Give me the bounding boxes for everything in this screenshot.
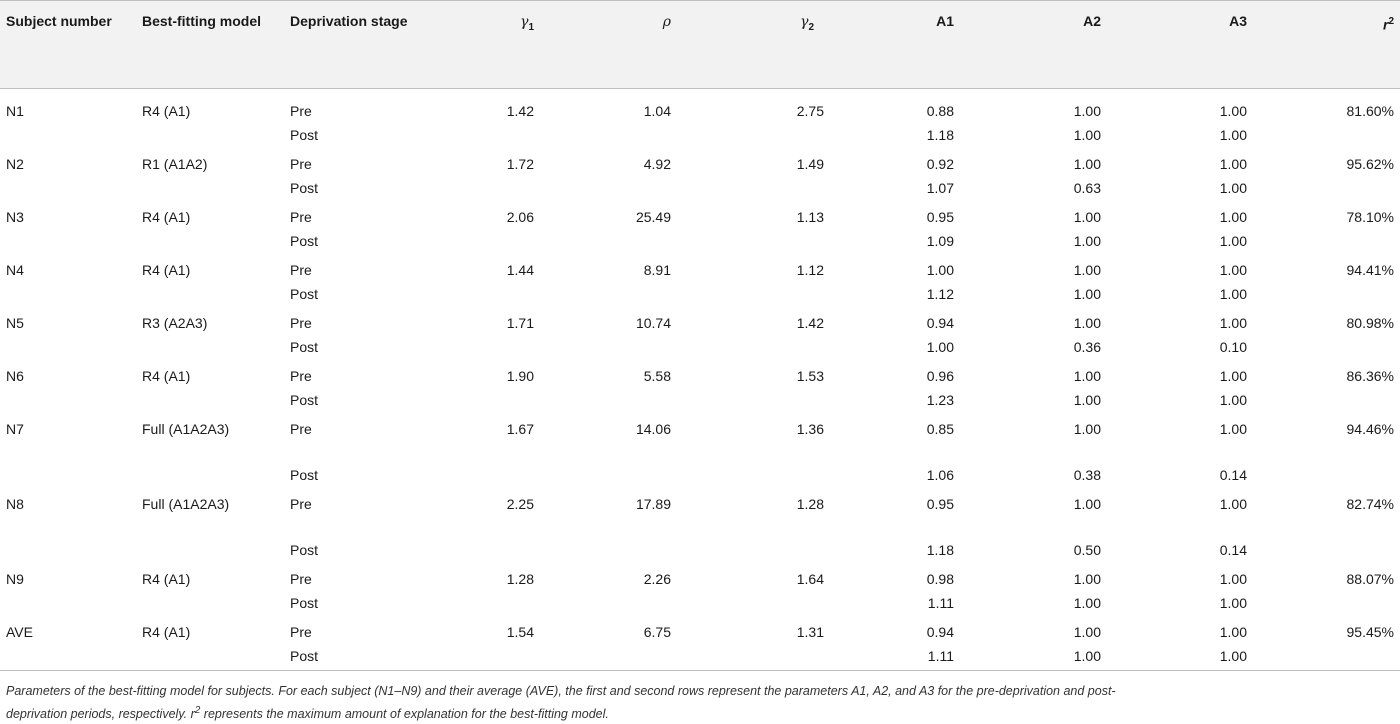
table-row-pre xyxy=(0,415,1400,463)
a2-cell: 1.00 xyxy=(1073,314,1101,331)
subject-cell: N1 xyxy=(6,103,24,119)
gamma1-cell: 1.67 xyxy=(506,420,534,437)
table-row-post xyxy=(0,176,1400,203)
a2-cell: 1.00 xyxy=(1073,594,1101,611)
stage-cell: Pre xyxy=(290,155,312,172)
a1-cell: 0.95 xyxy=(926,208,954,225)
a1-cell: 0.98 xyxy=(926,570,954,587)
rho-cell xyxy=(564,335,711,362)
a3-cell: 1.00 xyxy=(1219,126,1247,143)
rho-cell xyxy=(564,282,711,309)
gamma2-cell xyxy=(711,644,854,671)
gamma2-cell xyxy=(711,463,854,490)
a3-cell: 1.00 xyxy=(1219,155,1247,172)
gamma2-cell xyxy=(711,335,854,362)
table-row-post xyxy=(0,229,1400,256)
header-a1: A1 xyxy=(936,13,954,29)
header-deprivation-stage: Deprivation stage xyxy=(290,13,408,29)
gamma1-cell xyxy=(430,463,564,490)
rho-symbol: ρ xyxy=(662,14,671,30)
a2-cell: 1.00 xyxy=(1073,103,1101,119)
rho-cell xyxy=(564,388,711,415)
a3-cell: 1.00 xyxy=(1219,420,1247,437)
gamma2-cell: 1.12 xyxy=(796,261,824,278)
caption-part2: represents the maximum amount of explanation for the best-fitting model. xyxy=(200,707,609,722)
a2-cell: 1.00 xyxy=(1073,570,1101,587)
table-row-post xyxy=(0,644,1400,671)
stage-cell: Pre xyxy=(290,208,312,225)
model-cell xyxy=(142,176,290,203)
subject-cell xyxy=(0,123,142,150)
gamma1-cell: 1.72 xyxy=(506,155,534,172)
gamma1-cell: 1.71 xyxy=(506,314,534,331)
header-r-squared xyxy=(1291,1,1400,89)
table-row-pre xyxy=(0,490,1400,538)
r-squared-cell xyxy=(1291,538,1400,565)
a3-cell: 1.00 xyxy=(1219,647,1247,664)
subject-cell: N8 xyxy=(6,495,24,512)
gamma2-cell xyxy=(711,229,854,256)
table-row-post xyxy=(0,335,1400,362)
rho-cell: 10.74 xyxy=(635,314,671,331)
gamma2-cell xyxy=(711,176,854,203)
a3-cell: 0.14 xyxy=(1219,466,1247,483)
subject-cell xyxy=(0,644,142,671)
a1-cell: 0.88 xyxy=(926,103,954,119)
subject-cell: AVE xyxy=(6,623,33,640)
gamma2-cell: 1.28 xyxy=(796,495,824,512)
header-rho xyxy=(564,1,711,89)
header-best-fitting-model: Best-fitting model xyxy=(142,13,261,29)
gamma1-cell xyxy=(430,335,564,362)
table-header xyxy=(0,1,1400,89)
r-superscript: 2 xyxy=(1388,16,1394,27)
rho-cell: 2.26 xyxy=(643,570,671,587)
table-row-pre xyxy=(0,150,1400,176)
a2-cell: 1.00 xyxy=(1073,495,1101,512)
r-squared-cell: 94.46% xyxy=(1346,420,1394,437)
subject-cell: N6 xyxy=(6,367,24,384)
a1-cell: 1.23 xyxy=(926,391,954,408)
r-squared-cell: 95.45% xyxy=(1346,623,1394,640)
rho-cell: 25.49 xyxy=(635,208,671,225)
rho-cell: 1.04 xyxy=(643,103,671,119)
model-cell xyxy=(142,388,290,415)
rho-cell: 14.06 xyxy=(635,420,671,437)
model-cell: R4 (A1) xyxy=(142,367,191,384)
gamma1-cell xyxy=(430,123,564,150)
stage-cell: Post xyxy=(290,126,319,143)
r-squared-cell xyxy=(1291,644,1400,671)
model-cell xyxy=(142,591,290,618)
a2-cell: 1.00 xyxy=(1073,155,1101,172)
gamma1-cell xyxy=(430,388,564,415)
r-squared-cell: 86.36% xyxy=(1346,367,1394,384)
gamma1-cell: 2.25 xyxy=(506,495,534,512)
subject-cell: N2 xyxy=(6,155,24,172)
model-cell xyxy=(142,229,290,256)
gamma2-cell: 1.31 xyxy=(796,623,824,640)
a2-cell: 1.00 xyxy=(1073,647,1101,664)
subject-cell: N9 xyxy=(6,570,24,587)
model-cell xyxy=(142,123,290,150)
gamma2-cell xyxy=(711,591,854,618)
stage-cell: Pre xyxy=(290,103,312,119)
a1-cell: 1.11 xyxy=(927,594,954,611)
a1-cell: 1.18 xyxy=(926,126,954,143)
gamma1-cell: 1.54 xyxy=(506,623,534,640)
table-row-pre xyxy=(0,362,1400,388)
gamma2-cell: 1.42 xyxy=(796,314,824,331)
stage-cell: Post xyxy=(290,594,319,611)
header-subject-number: Subject number xyxy=(6,13,112,29)
model-cell xyxy=(142,644,290,671)
subject-cell: N4 xyxy=(6,261,24,278)
table-row-post xyxy=(0,388,1400,415)
r-squared-cell: 81.60% xyxy=(1346,103,1394,119)
a3-cell: 1.00 xyxy=(1219,179,1247,196)
gamma2-cell xyxy=(711,282,854,309)
gamma2-cell xyxy=(711,538,854,565)
gamma2-cell xyxy=(711,123,854,150)
r-squared-cell: 78.10% xyxy=(1346,208,1394,225)
stage-cell: Pre xyxy=(290,623,312,640)
model-cell: R3 (A2A3) xyxy=(142,314,208,331)
stage-cell: Post xyxy=(290,647,319,664)
r-squared-cell xyxy=(1291,176,1400,203)
a1-cell: 1.00 xyxy=(926,338,954,355)
table-row-pre xyxy=(0,256,1400,282)
gamma2-cell: 1.53 xyxy=(796,367,824,384)
a1-cell: 0.94 xyxy=(926,314,954,331)
a1-cell: 1.06 xyxy=(926,466,954,483)
caption-r-superscript: 2 xyxy=(194,705,201,716)
rho-cell xyxy=(564,463,711,490)
subject-cell: N7 xyxy=(6,420,24,437)
header-a3: A3 xyxy=(1229,13,1247,29)
stage-cell: Post xyxy=(290,285,319,302)
stage-cell: Post xyxy=(290,179,319,196)
rho-cell xyxy=(564,591,711,618)
table-row-pre xyxy=(0,565,1400,591)
a3-cell: 1.00 xyxy=(1219,261,1247,278)
r-symbol: r xyxy=(1382,16,1389,33)
stage-cell: Pre xyxy=(290,420,312,437)
model-cell: R4 (A1) xyxy=(142,208,191,225)
gamma1-subscript: 1 xyxy=(528,21,534,33)
table-row-pre xyxy=(0,309,1400,335)
r-squared-cell xyxy=(1291,388,1400,415)
a2-cell: 1.00 xyxy=(1073,367,1101,384)
a3-cell: 1.00 xyxy=(1219,232,1247,249)
a2-cell: 1.00 xyxy=(1073,623,1101,640)
a1-cell: 1.11 xyxy=(927,647,954,664)
subject-cell xyxy=(0,229,142,256)
table-row-pre xyxy=(0,89,1400,123)
table-row-pre xyxy=(0,203,1400,229)
gamma2-symbol: γ xyxy=(800,14,809,30)
gamma1-symbol: γ xyxy=(520,14,529,30)
rho-cell: 6.75 xyxy=(643,623,671,640)
a3-cell: 1.00 xyxy=(1219,391,1247,408)
subject-cell: N3 xyxy=(6,208,24,225)
header-gamma2 xyxy=(711,1,854,89)
stage-cell: Pre xyxy=(290,367,312,384)
subject-cell xyxy=(0,538,142,565)
rho-cell: 5.58 xyxy=(643,367,671,384)
table-row-pre xyxy=(0,618,1400,644)
subject-cell xyxy=(0,335,142,362)
r-squared-cell xyxy=(1291,123,1400,150)
r-squared-cell xyxy=(1291,229,1400,256)
subject-cell xyxy=(0,176,142,203)
stage-cell: Post xyxy=(290,391,319,408)
stage-cell: Post xyxy=(290,338,319,355)
gamma1-cell xyxy=(430,591,564,618)
r-squared-cell: 82.74% xyxy=(1346,495,1394,512)
r-squared-cell: 94.41% xyxy=(1346,261,1394,278)
model-cell: Full (A1A2A3) xyxy=(142,495,230,512)
gamma1-cell xyxy=(430,538,564,565)
table-row-post xyxy=(0,282,1400,309)
gamma2-subscript: 2 xyxy=(808,21,814,33)
a2-cell: 0.63 xyxy=(1073,179,1101,196)
a2-cell: 1.00 xyxy=(1073,420,1101,437)
subject-cell xyxy=(0,463,142,490)
header-a2: A2 xyxy=(1083,13,1101,29)
a1-cell: 0.95 xyxy=(926,495,954,512)
subject-cell: N5 xyxy=(6,314,24,331)
subject-cell xyxy=(0,591,142,618)
a3-cell: 0.10 xyxy=(1219,338,1247,355)
model-cell: R4 (A1) xyxy=(142,261,191,278)
a2-cell: 1.00 xyxy=(1073,261,1101,278)
subject-cell xyxy=(0,388,142,415)
r-squared-cell xyxy=(1291,463,1400,490)
table-row-post xyxy=(0,123,1400,150)
gamma1-cell xyxy=(430,282,564,309)
stage-cell: Pre xyxy=(290,314,312,331)
stage-cell: Pre xyxy=(290,495,312,512)
a2-cell: 1.00 xyxy=(1073,391,1101,408)
a1-cell: 0.85 xyxy=(926,420,954,437)
gamma1-cell: 1.90 xyxy=(506,367,534,384)
caption-part1: Parameters of the best-fitting model for subjects. For each subject (N1–N9) and their average (AVE), the first and second rows represent the parameters A1, A2, and A3 for the pre-deprivation and post-deprivation periods, respectively. xyxy=(6,684,1116,722)
rho-cell: 17.89 xyxy=(635,495,671,512)
model-cell xyxy=(142,282,290,309)
model-cell: R4 (A1) xyxy=(142,623,191,640)
rho-cell xyxy=(564,229,711,256)
table-row-post xyxy=(0,591,1400,618)
a3-cell: 1.00 xyxy=(1219,103,1247,119)
a1-cell: 0.92 xyxy=(926,155,954,172)
a1-cell: 1.09 xyxy=(926,232,954,249)
table-row-post xyxy=(0,538,1400,565)
a2-cell: 1.00 xyxy=(1073,232,1101,249)
gamma2-cell xyxy=(711,388,854,415)
a2-cell: 0.38 xyxy=(1073,466,1101,483)
a3-cell: 1.00 xyxy=(1219,623,1247,640)
a2-cell: 0.36 xyxy=(1073,338,1101,355)
r-squared-cell xyxy=(1291,591,1400,618)
r-squared-cell: 88.07% xyxy=(1346,570,1394,587)
model-cell: R1 (A1A2) xyxy=(142,155,208,172)
a3-cell: 1.00 xyxy=(1219,208,1247,225)
rho-cell xyxy=(564,176,711,203)
a3-cell: 0.14 xyxy=(1219,541,1247,558)
r-squared-cell: 80.98% xyxy=(1346,314,1394,331)
rho-cell: 8.91 xyxy=(643,261,671,278)
a3-cell: 1.00 xyxy=(1219,594,1247,611)
gamma1-cell: 1.44 xyxy=(506,261,534,278)
caption-r-symbol: r xyxy=(190,707,195,722)
a2-cell: 1.00 xyxy=(1073,285,1101,302)
a1-cell: 0.94 xyxy=(926,623,954,640)
a1-cell: 1.18 xyxy=(926,541,954,558)
a3-cell: 1.00 xyxy=(1219,570,1247,587)
header-gamma1 xyxy=(430,1,564,89)
r-squared-cell: 95.62% xyxy=(1346,155,1394,172)
rho-cell xyxy=(564,123,711,150)
a3-cell: 1.00 xyxy=(1219,495,1247,512)
gamma1-cell: 2.06 xyxy=(506,208,534,225)
gamma1-cell xyxy=(430,229,564,256)
stage-cell: Post xyxy=(290,232,319,249)
a2-cell: 1.00 xyxy=(1073,126,1101,143)
a1-cell: 1.12 xyxy=(926,285,954,302)
table-row-post xyxy=(0,463,1400,490)
a1-cell: 0.96 xyxy=(926,367,954,384)
a3-cell: 1.00 xyxy=(1219,367,1247,384)
a1-cell: 1.07 xyxy=(926,179,954,196)
gamma2-cell: 2.75 xyxy=(796,103,824,119)
a1-cell: 1.00 xyxy=(926,261,954,278)
stage-cell: Post xyxy=(290,541,319,558)
model-cell xyxy=(142,463,290,490)
stage-cell: Pre xyxy=(290,261,312,278)
gamma2-cell: 1.13 xyxy=(796,208,824,225)
gamma1-cell xyxy=(430,176,564,203)
gamma1-cell: 1.42 xyxy=(506,103,534,119)
model-cell: Full (A1A2A3) xyxy=(142,420,230,437)
table-caption xyxy=(6,681,1142,724)
rho-cell xyxy=(564,538,711,565)
stage-cell: Post xyxy=(290,466,319,483)
model-cell xyxy=(142,335,290,362)
model-cell: R4 (A1) xyxy=(142,103,191,119)
gamma2-cell: 1.49 xyxy=(796,155,824,172)
a2-cell: 0.50 xyxy=(1073,541,1101,558)
model-cell xyxy=(142,538,290,565)
table-body xyxy=(0,89,1400,671)
header-row xyxy=(0,1,1400,89)
a3-cell: 1.00 xyxy=(1219,314,1247,331)
rho-cell: 4.92 xyxy=(643,155,671,172)
stage-cell: Pre xyxy=(290,570,312,587)
model-cell: R4 (A1) xyxy=(142,570,191,587)
rho-cell xyxy=(564,644,711,671)
r-squared-cell xyxy=(1291,335,1400,362)
gamma1-cell: 1.28 xyxy=(506,570,534,587)
gamma2-cell: 1.36 xyxy=(796,420,824,437)
a2-cell: 1.00 xyxy=(1073,208,1101,225)
a3-cell: 1.00 xyxy=(1219,285,1247,302)
subject-cell xyxy=(0,282,142,309)
gamma2-cell: 1.64 xyxy=(796,570,824,587)
r-squared-cell xyxy=(1291,282,1400,309)
gamma1-cell xyxy=(430,644,564,671)
